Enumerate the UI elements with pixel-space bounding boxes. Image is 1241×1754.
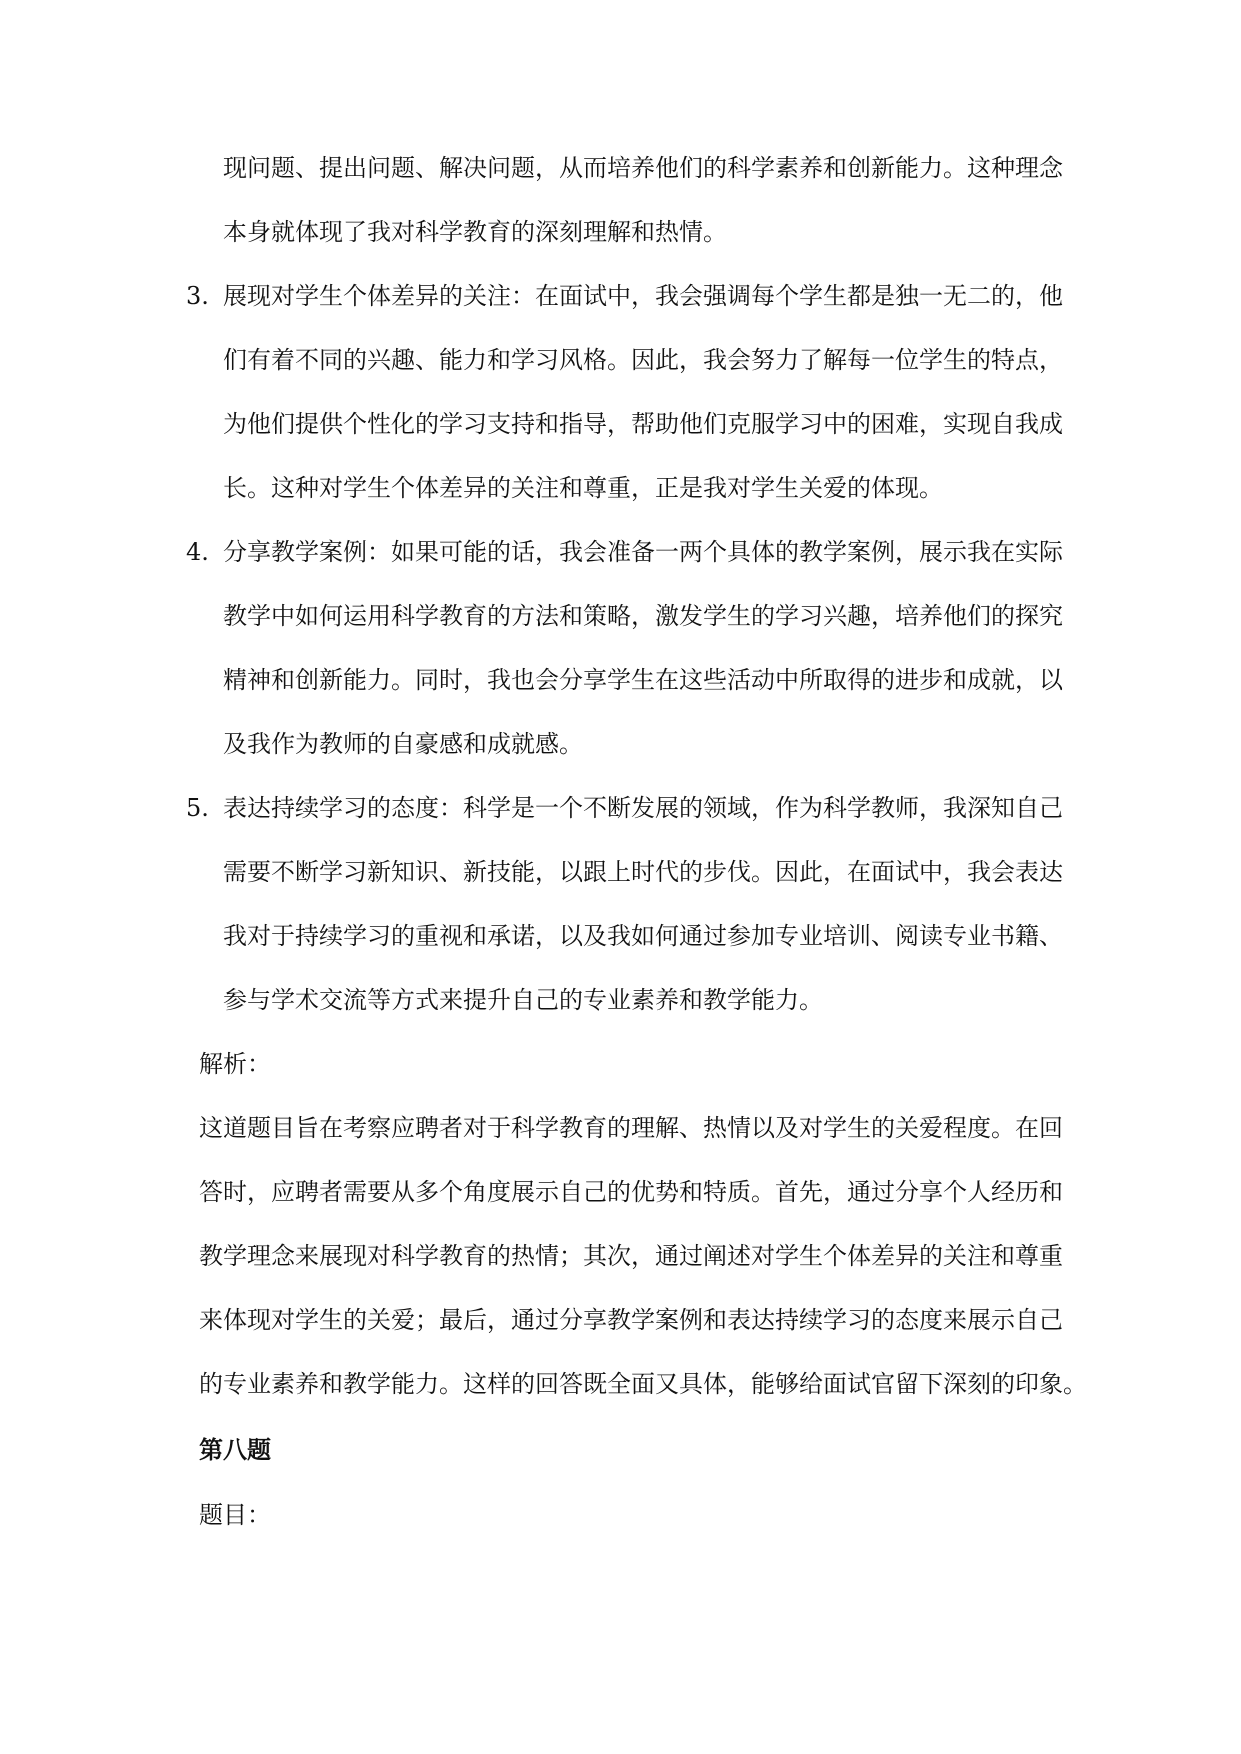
list-item-line: 表达持续学习的态度：科学是一个不断发展的领域，作为科学教师，我深知自己: [223, 794, 1063, 822]
list-item-line: 精神和创新能力。同时，我也会分享学生在这些活动中所取得的进步和成就，以: [223, 666, 1063, 694]
question-label: 题目：: [199, 1501, 271, 1529]
list-item-number: 5.: [186, 794, 209, 822]
list-item-line: 及我作为教师的自豪感和成就感。: [223, 730, 583, 758]
analysis-line: 的专业素养和教学能力。这样的回答既全面又具体，能够给面试官留下深刻的印象。: [199, 1370, 1087, 1398]
list-item-line: 展现对学生个体差异的关注：在面试中，我会强调每个学生都是独一无二的，他: [223, 282, 1063, 310]
list-item-line: 长。这种对学生个体差异的关注和尊重，正是我对学生关爱的体现。: [223, 474, 943, 502]
list-item-line: 教学中如何运用科学教育的方法和策略，激发学生的学习兴趣，培养他们的探究: [223, 602, 1063, 630]
analysis-line: 教学理念来展现对科学教育的热情；其次，通过阐述对学生个体差异的关注和尊重: [199, 1242, 1063, 1270]
list-item-line: 为他们提供个性化的学习支持和指导，帮助他们克服学习中的困难，实现自我成: [223, 410, 1063, 438]
list-item-line: 分享教学案例：如果可能的话，我会准备一两个具体的教学案例，展示我在实际: [223, 538, 1063, 566]
list-item-line: 我对于持续学习的重视和承诺，以及我如何通过参加专业培训、阅读专业书籍、: [223, 922, 1063, 950]
list-item-line: 需要不断学习新知识、新技能，以跟上时代的步伐。因此，在面试中，我会表达: [223, 858, 1063, 886]
intro-line: 现问题、提出问题、解决问题，从而培养他们的科学素养和创新能力。这种理念: [223, 154, 1063, 182]
list-item-number: 4.: [186, 538, 209, 566]
analysis-label: 解析：: [199, 1050, 271, 1078]
intro-line: 本身就体现了我对科学教育的深刻理解和热情。: [223, 218, 727, 246]
list-item-line: 们有着不同的兴趣、能力和学习风格。因此，我会努力了解每一位学生的特点，: [223, 346, 1063, 374]
list-item-number: 3.: [186, 282, 209, 310]
analysis-line: 答时，应聘者需要从多个角度展示自己的优势和特质。首先，通过分享个人经历和: [199, 1178, 1063, 1206]
section-heading: 第八题: [199, 1435, 271, 1464]
analysis-line: 这道题目旨在考察应聘者对于科学教育的理解、热情以及对学生的关爱程度。在回: [199, 1114, 1063, 1142]
list-item-line: 参与学术交流等方式来提升自己的专业素养和教学能力。: [223, 986, 823, 1014]
analysis-line: 来体现对学生的关爱；最后，通过分享教学案例和表达持续学习的态度来展示自己: [199, 1306, 1063, 1334]
